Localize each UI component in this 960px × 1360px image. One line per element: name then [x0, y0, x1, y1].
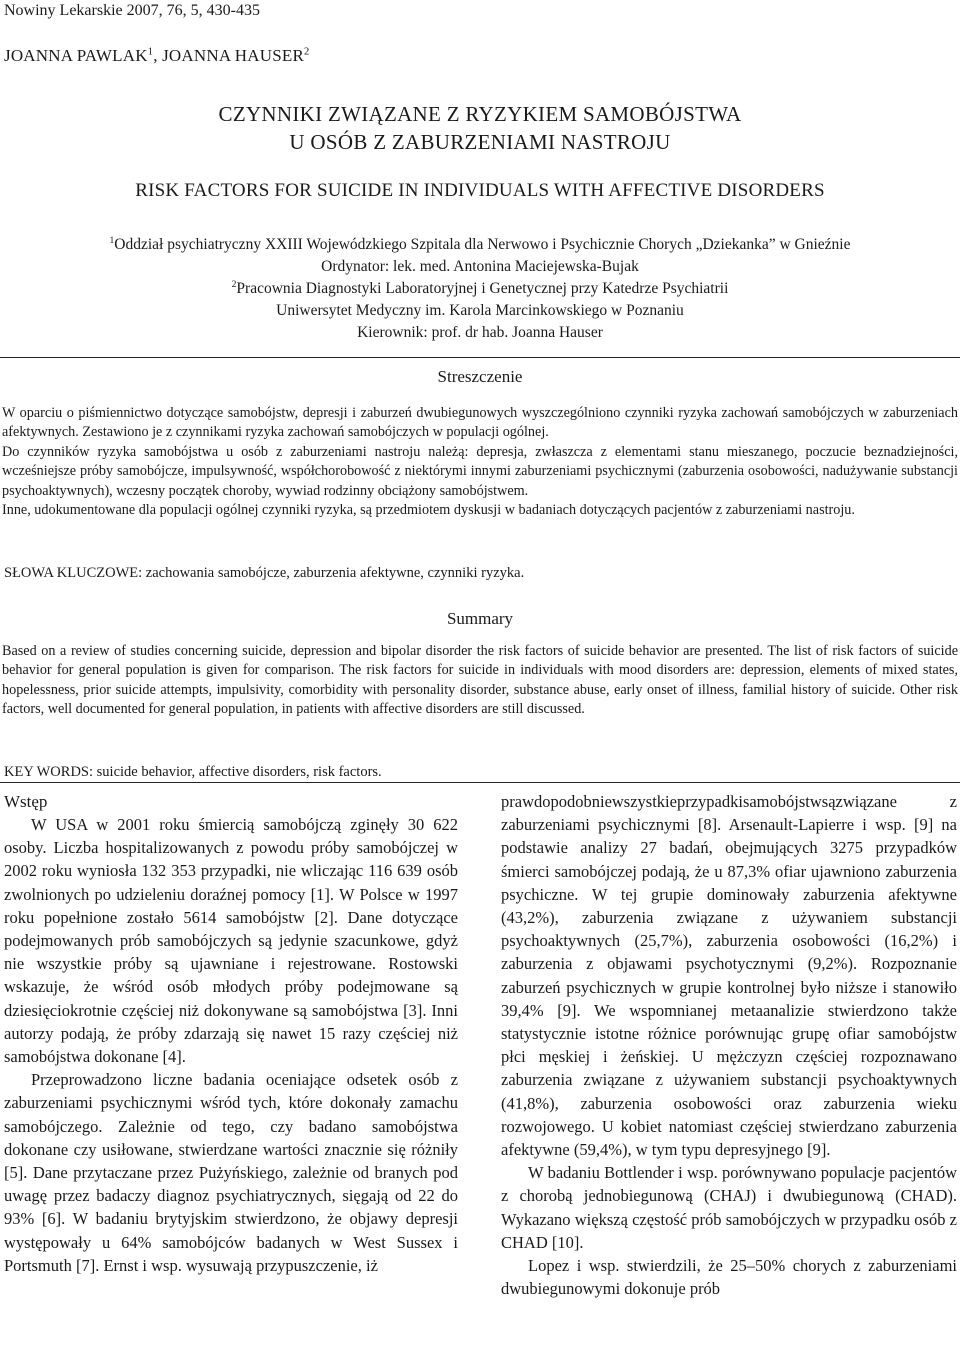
slowa-kluczowe: SŁOWA KLUCZOWE: zachowania samobójcze, zaburzenia afektywne, czynniki ryzyka.: [4, 565, 525, 581]
streszczenie-paragraph-2: Do czynników ryzyka samobójstwa u osób z zaburzeniami nastroju należą: depresja, zwłaszcza z elementami stanu mieszanego, poczucie beznadziejności, wcześniejsze próby samobójcze, impulsywność, współchorobowość z niektórymi innymi zaburzeniami psychicznymi (zaburzenia osobowości, nadużywanie substancji psychoaktywnych), wczesny początek choroby, wywiad rodzinny obciążony samobójstwem.: [2, 443, 958, 499]
affiliation-2-university: Uniwersytet Medyczny im. Karola Marcinkowskiego w Poznaniu: [276, 302, 684, 319]
body-paragraph: W USA w 2001 roku śmiercią samobójczą zginęły 30 622 osoby. Liczba hospitalizowanych z powodu próby samobójczej w 2002 roku wyniosła 132 353 przypadki, nie wliczając 116 639 osób zwolnionych po udzieleniu doraźnej pomocy [1]. W Polsce w 1997 roku popełnione zostało 5614 samobójstw [2]. Dane dotyczące podejmowanych prób samobójczych są jedynie szacunkowe, gdyż nie wszystkie próby są ujawniane i rejestrowane. Rostowski wskazuje, że wśród osób młodych próby podejmowane są dziesięciokrotnie częściej niż dokonywane są samobójstwa [3]. Inni autorzy podają, że próby zdarzają się nawet 15 razy częściej niż samobójstwa dokonane [4].: [4, 815, 458, 1067]
journal-reference: Nowiny Lekarskie 2007, 76, 5, 430-435: [4, 2, 260, 19]
affiliation-1-head: Ordynator: lek. med. Antonina Maciejewska-Bujak: [321, 258, 639, 275]
body-column-right: [501, 790, 957, 1300]
title-english: RISK FACTORS FOR SUICIDE IN INDIVIDUALS WITH AFFECTIVE DISORDERS: [135, 180, 825, 201]
streszczenie-heading: Streszczenie: [437, 367, 523, 386]
summary-paragraph-1: Based on a review of studies concerning suicide, depression and bipolar disorder the risk factors of suicide behavior are presented. The list of risk factors of suicide behavior for general population is given for comparison. The risk factors for suicide in individuals with mood disorders are: depression, elements of mixed states, hopelessness, prior suicide attempts, impulsivity, comorbidity with personality disorder, substance abuse, early onset of illness, familial history of suicide. Other risk factors, well documented for general population, in patients with affective disorders are still discussed.: [2, 643, 958, 718]
streszczenie-text: [2, 404, 958, 520]
streszczenie-paragraph-1: W oparciu o piśmiennictwo dotyczące samobójstw, depresji i zaburzeń dwubiegunowych wyszczególniono czynniki ryzyka zachowań samobójczych w zaburzeniach afektywnych. Zestawiono je z czynnikami ryzyka zachowań samobójczych w populacji ogólnej.: [2, 405, 958, 441]
title-polish: [0, 100, 960, 156]
affiliation-1: [0, 234, 960, 256]
streszczenie-paragraph-3: Inne, udokumentowane dla populacji ogólnej czynniki ryzyka, są przedmiotem dyskusji w badaniach dotyczących pacjentów z zaburzeniami nastroju.: [2, 502, 855, 519]
affiliation-2: [0, 278, 960, 300]
author-2-affiliation-mark: 2: [304, 46, 310, 58]
key-words: KEY WORDS: suicide behavior, affective disorders, risk factors.: [4, 764, 382, 780]
author-list: [4, 46, 309, 66]
divider-bottom: [0, 782, 960, 783]
body-column-left: [4, 790, 458, 1277]
author-2-name: JOANNA HAUSER: [162, 46, 305, 65]
title-polish-line-1: CZYNNIKI ZWIĄZANE Z RYZYKIEM SAMOBÓJSTWA: [218, 102, 742, 126]
section-heading-wstep: Wstęp: [4, 792, 48, 811]
summary-text: [2, 642, 958, 720]
affiliations: [0, 234, 960, 344]
summary-heading: Summary: [446, 609, 514, 628]
title-polish-line-2: U OSÓB Z ZABURZENIAMI NASTROJU: [289, 130, 671, 154]
affiliation-1-text: Oddział psychiatryczny XXIII Wojewódzkiego Szpitala dla Nerwowo i Psychicznie Chorych „Dziekanka” w Gnieźnie: [114, 236, 851, 253]
author-1-affiliation-mark: 1: [147, 46, 154, 58]
body-paragraph: Przeprowadzono liczne badania oceniające odsetek osób z zaburzeniami psychicznymi wśród tych, które dokonały zamachu samobójczego. Zależnie od tego, czy badano samobójstwa dokonane czy usiłowane, stwierdzane wartości znacznie się różniły [5]. Dane przytaczane przez Pużyńskiego, zależnie od branych pod uwagę przez badaczy diagnoz psychiatrycznych, sięgają od 22 do 93% [6]. W badaniu brytyjskim stwierdzono, że objawy depresji występowały u 64% samobójców badanych w West Sussex i Portsmuth [7]. Ernst i wsp. wysuwają przypuszczenie, iż: [4, 1070, 458, 1275]
body-paragraph: prawdopodobniewszystkieprzypadkisamobójstwsązwiązane z zaburzeniami psychicznymi [8]. Arsenault-Lapierre i wsp. [9] na podstawie analizy 27 badań, obejmujących 3275 przypadków śmierci samobójczej podają, że u 87,3% ofiar ujawniono zaburzenia psychiczne. W tej grupie dominowały zaburzenia afektywne (43,2%), zaburzenia związane z używaniem substancji psychoaktywnych (25,7%), zaburzenia osobowości (16,2%) i zaburzenia z objawami psychotycznymi (9,2%). Rozpoznanie zaburzeń psychicznych w grupie kontrolnej było niższe i stanowiło 39,4% [9]. We wspomnianej metaanalizie stwierdzono także statystycznie istotne różnice porównując grupę ofiar samobójstw płci męskiej i żeńskiej. U mężczyzn częściej rozpoznawano zaburzenia związane z używaniem substancji psychoaktywnych (41,8%), zaburzenia osobowości oraz zaburzenia wieku rozwojowego. U kobiet natomiast częściej stwierdzano zaburzenia afektywne (59,4%), w tym typu depresyjnego [9].: [501, 792, 957, 1160]
affiliation-2-head: Kierownik: prof. dr hab. Joanna Hauser: [357, 324, 603, 341]
author-separator: ,: [153, 46, 163, 65]
divider-top: [0, 357, 960, 358]
author-1-name: JOANNA PAWLAK: [4, 46, 148, 65]
body-paragraph: Lopez i wsp. stwierdzili, że 25–50% chorych z zaburzeniami dwubiegunowymi dokonuje prób: [501, 1256, 957, 1299]
affiliation-2-text: Pracownia Diagnostyki Laboratoryjnej i Genetycznej przy Katedrze Psychiatrii: [236, 280, 729, 297]
affiliation-2-mark: 2: [231, 278, 237, 290]
body-paragraph: W badaniu Bottlender i wsp. porównywano populacje pacjentów z chorobą jednobiegunową (CHAJ) i dwubiegunową (CHAD). Wykazano większą częstość prób samobójczych w przypadku osób z CHAD [10].: [501, 1163, 957, 1252]
affiliation-1-mark: 1: [109, 234, 115, 246]
